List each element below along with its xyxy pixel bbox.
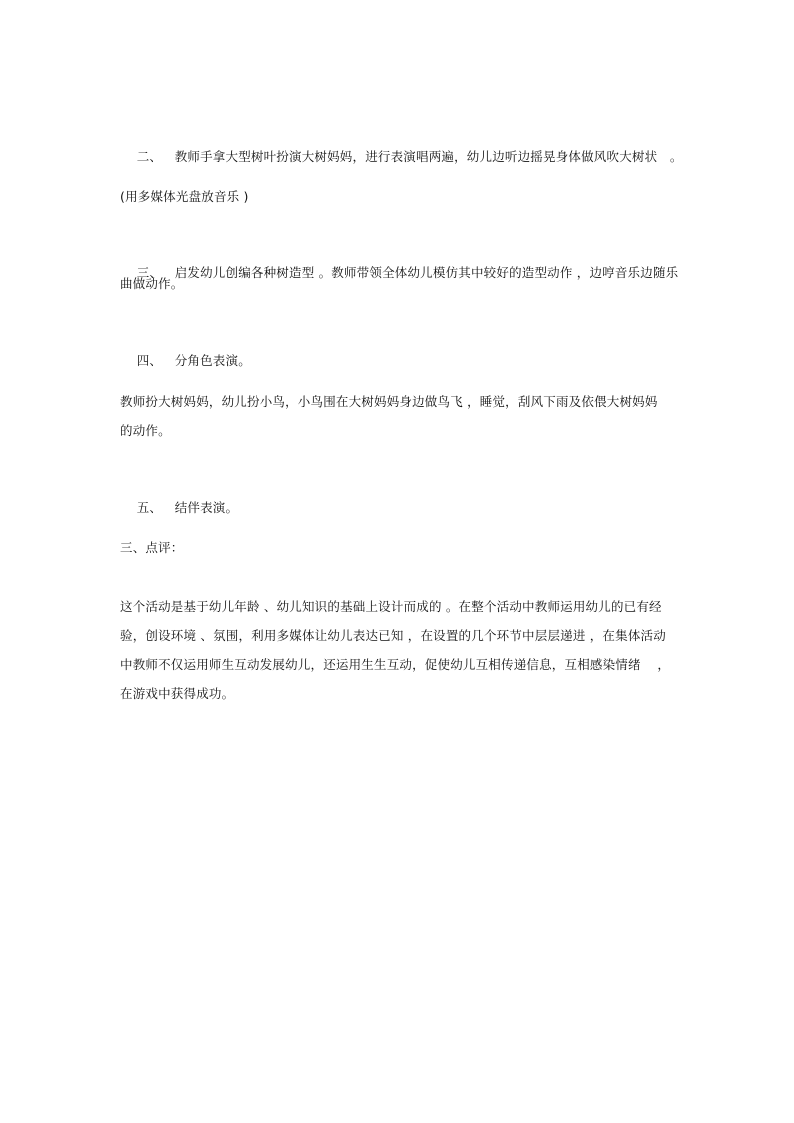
step3-line1 (120, 246, 678, 300)
step4-number: 四、 (136, 353, 163, 368)
step2-number: 二、 (136, 149, 163, 164)
review-line2: 验，创设环境 、氛围，利用多媒体让幼儿表达已知 ，在设置的几个环节中层层递进 ，在集体活动 (120, 628, 666, 643)
step2-text: 教师手拿大型树叶扮演大树妈妈，进行表演唱两遍，幼儿边听边摇晃身体做风吹大树状 。 (174, 149, 683, 164)
step2-line (120, 130, 683, 184)
step5-number: 五、 (136, 500, 163, 515)
step5-line (120, 481, 238, 535)
step5-text: 结伴表演。 (174, 500, 239, 515)
review-heading: 三、点评： (120, 540, 184, 555)
review-line4: 在游戏中获得成功。 (120, 686, 235, 701)
step2-note: (用多媒体光盘放音乐 ) (120, 189, 249, 204)
step3-text-line1: 启发幼儿创编各种树造型 。教师带领全体幼儿模仿其中较好的造型动作 ，边哼音乐边随乐 (174, 265, 679, 280)
step3-text-line2: 曲做动作。 (120, 276, 184, 291)
step4-text: 分角色表演。 (174, 353, 251, 368)
step3-number: 三、 (136, 265, 163, 280)
step4-detail-line2: 的动作。 (120, 423, 171, 438)
review-line1: 这个活动是基于幼儿年龄 、幼儿知识的基础上设计而成的 。在整个活动中教师运用幼儿的已有经 (120, 599, 662, 614)
step4-line (120, 334, 251, 388)
review-line3: 中教师不仅运用师生互动发展幼儿，还运用生生互动，促使幼儿互相传递信息，互相感染情绪 ， (120, 657, 671, 672)
step4-detail-line1: 教师扮大树妈妈，幼儿扮小鸟，小鸟围在大树妈妈身边做鸟飞 ，睡觉，刮风下雨及依偎大树妈妈 (120, 394, 658, 409)
